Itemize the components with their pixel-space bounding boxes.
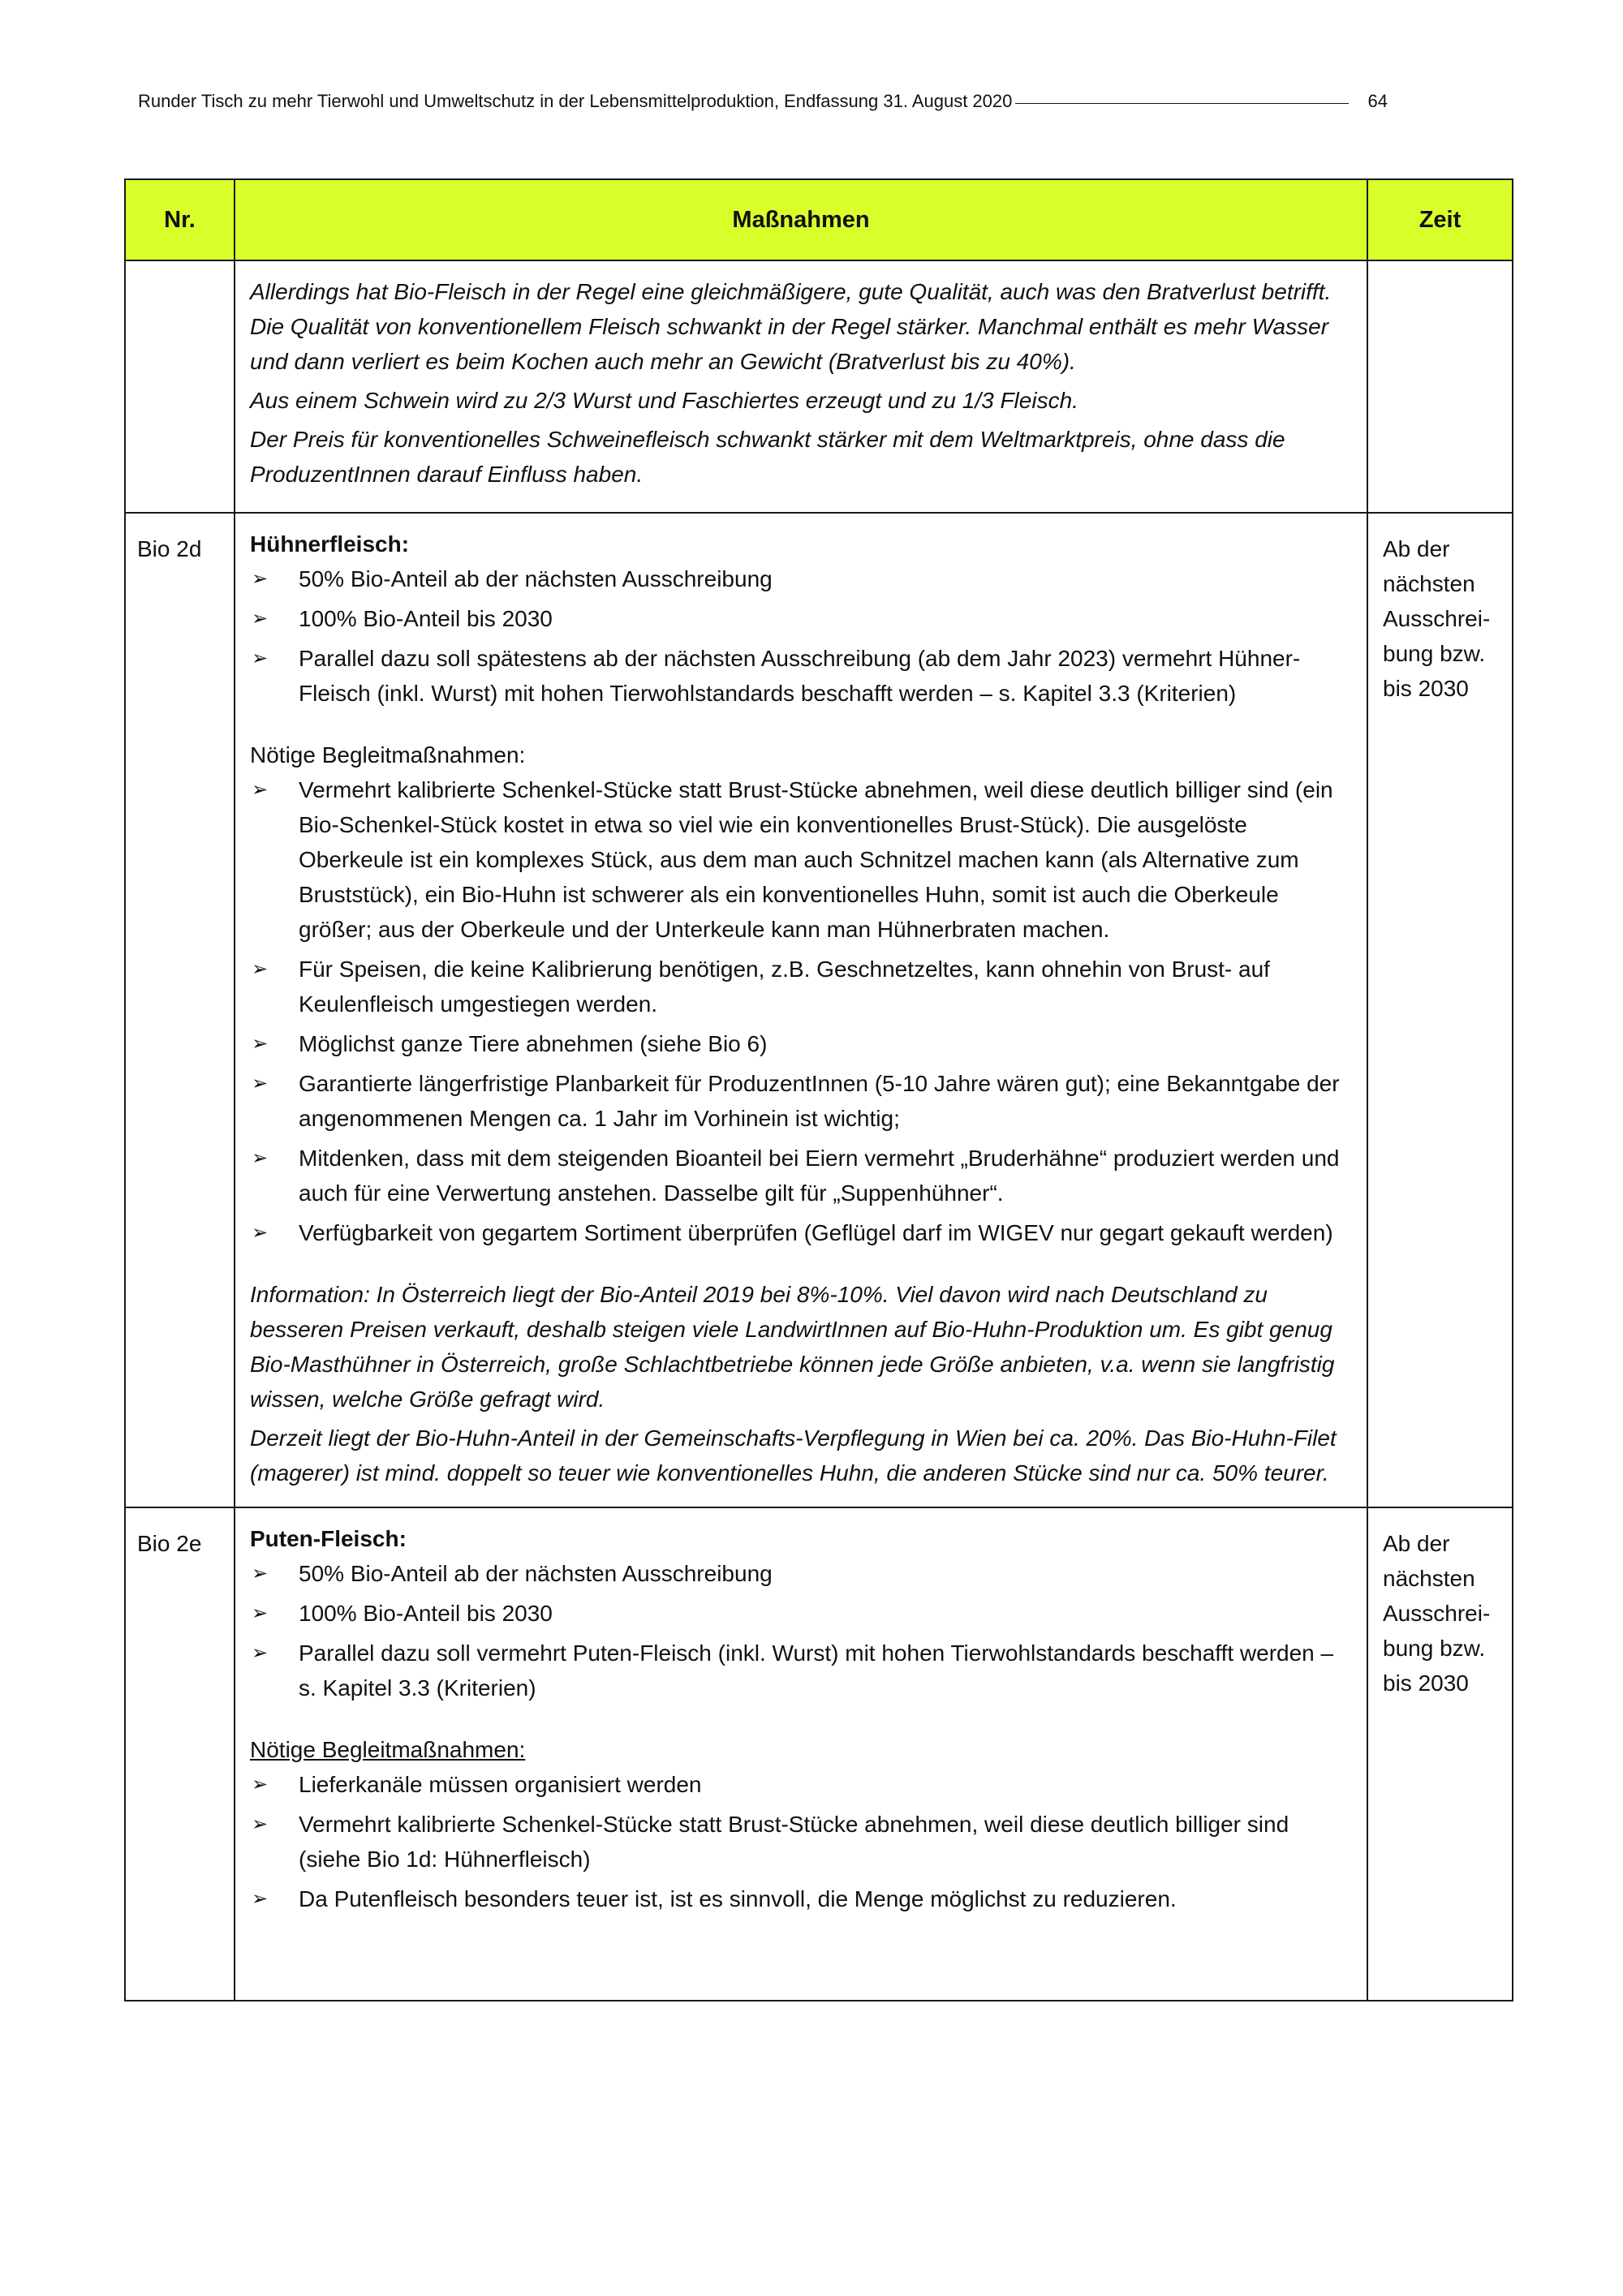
- row-nr: Bio 2e: [125, 1507, 235, 2001]
- arrow-bullet-icon: ➢: [252, 779, 269, 801]
- column-header-massnahmen: Maßnahmen: [235, 179, 1367, 260]
- list-item: ➢ 100% Bio-Anteil bis 2030: [250, 1596, 1352, 1631]
- list-item: ➢ Parallel dazu soll vermehrt Puten-Fleisch (inkl. Wurst) mit hohen Tierwohlstandards beschafft werden – s. Kapitel 3.3 (Kriterien): [250, 1636, 1352, 1705]
- list-item: ➢ Für Speisen, die keine Kalibrierung benötigen, z.B. Geschnetzeltes, kann ohnehin von Brust- auf Keulenfleisch umgestiegen werden.: [250, 952, 1352, 1021]
- arrow-bullet-icon: ➢: [252, 1813, 269, 1835]
- row-zeit: Ab der nächsten Ausschrei- bung bzw. bis 2030: [1367, 1507, 1513, 2001]
- arrow-bullet-icon: ➢: [252, 1073, 269, 1094]
- arrow-bullet-icon: ➢: [252, 1642, 269, 1664]
- bullet-list: [250, 772, 1352, 1250]
- table-row-bio-2e: [125, 1507, 1513, 2001]
- arrow-bullet-icon: ➢: [252, 1222, 269, 1244]
- list-item: ➢ Vermehrt kalibrierte Schenkel-Stücke statt Brust-Stücke abnehmen, weil diese deutlich billiger sind (siehe Bio 1d: Hühnerfleisch): [250, 1807, 1352, 1877]
- arrow-bullet-icon: ➢: [252, 1888, 269, 1910]
- arrow-bullet-icon: ➢: [252, 1147, 269, 1169]
- sub-heading: Nötige Begleitmaßnahmen:: [250, 742, 526, 767]
- document-title: Runder Tisch zu mehr Tierwohl und Umweltschutz in der Lebensmittelproduktion, Endfassung 31. August 2020: [138, 91, 1013, 111]
- row-zeit: [1367, 260, 1513, 513]
- column-header-zeit: Zeit: [1367, 179, 1513, 260]
- list-item: ➢ Da Putenfleisch besonders teuer ist, ist es sinnvoll, die Menge möglichst zu reduzieren.: [250, 1881, 1352, 1916]
- list-item: ➢ 50% Bio-Anteil ab der nächsten Ausschreibung: [250, 1556, 1352, 1591]
- column-header-nr: Nr.: [125, 179, 235, 260]
- info-paragraph: Information: In Österreich liegt der Bio-Anteil 2019 bei 8%-10%. Viel davon wird nach Deutschland zu besseren Preisen verkauft, deshalb steigen viele LandwirtInnen auf Bio-Huhn-Produktion um. Es gibt genug Bio-Masthühner in Österreich, große Schlachtbetriebe können jede Größe anbieten, v.a. wenn sie langfristig wissen, welche Größe gefragt wird.: [250, 1282, 1335, 1412]
- list-item: ➢ Möglichst ganze Tiere abnehmen (siehe Bio 6): [250, 1026, 1352, 1061]
- list-item: ➢ Garantierte längerfristige Planbarkeit für ProduzentInnen (5-10 Jahre wären gut); eine Bekanntgabe der angenommenen Mengen ca. 1 Jahr im Vorhinein ist wichtig;: [250, 1066, 1352, 1136]
- row-massnahmen: [235, 513, 1367, 1507]
- bullet-list: [250, 1767, 1352, 1916]
- section-heading: Hühnerfleisch:: [250, 531, 410, 557]
- table-header-row: [125, 179, 1513, 260]
- arrow-bullet-icon: ➢: [252, 647, 269, 669]
- paragraph: Allerdings hat Bio-Fleisch in der Regel eine gleichmäßigere, gute Qualität, auch was den Bratverlust betrifft. Die Qualität von konventionellem Fleisch schwankt in der Regel stärker. Manchmal enthält es mehr Wasser und dann verliert es beim Kochen auch mehr an Gewicht (Bratverlust bis zu 40%).: [250, 279, 1332, 374]
- info-paragraph: Derzeit liegt der Bio-Huhn-Anteil in der Gemeinschafts-Verpflegung in Wien bei ca. 20%. Das Bio-Huhn-Filet (magerer) ist mind. doppelt so teuer wie konventionelles Huhn, die anderen Stücke sind nur ca. 50% teurer.: [250, 1425, 1337, 1486]
- list-item: ➢ Vermehrt kalibrierte Schenkel-Stücke statt Brust-Stücke abnehmen, weil diese deutlich billiger sind (ein Bio-Schenkel-Stück kostet in etwa so viel wie ein konventionelles Brust-Stück). Die ausgelöste Oberkeule ist ein komplexes Stück, aus dem man auch Schnitzel machen kann (als Alternative zum Bruststück), ein Bio-Huhn ist schwerer als ein konventionelles Huhn, somit ist auch die Oberkeule größer; aus der Oberkeule und der Unterkeule kann man Hühnerbraten machen.: [250, 772, 1352, 947]
- arrow-bullet-icon: ➢: [252, 1774, 269, 1795]
- list-item: ➢ Parallel dazu soll spätestens ab der nächsten Ausschreibung (ab dem Jahr 2023) vermehrt Hühner-Fleisch (inkl. Wurst) mit hohen Tierwohlstandards beschafft werden – s. Kapitel 3.3 (Kriterien): [250, 641, 1352, 711]
- arrow-bullet-icon: ➢: [252, 608, 269, 630]
- arrow-bullet-icon: ➢: [252, 1563, 269, 1584]
- row-zeit: Ab der nächsten Ausschrei- bung bzw. bis 2030: [1367, 513, 1513, 1507]
- row-massnahmen: [235, 1507, 1367, 2001]
- arrow-bullet-icon: ➢: [252, 958, 269, 980]
- header-rule: [1015, 103, 1348, 104]
- list-item: ➢ Mitdenken, dass mit dem steigenden Bioanteil bei Eiern vermehrt „Bruderhähne“ produziert werden und auch für eine Verwertung anstehen. Dasselbe gilt für „Suppenhühner“.: [250, 1141, 1352, 1210]
- paragraph: Aus einem Schwein wird zu 2/3 Wurst und Faschiertes erzeugt und zu 1/3 Fleisch.: [250, 388, 1078, 413]
- row-nr: Bio 2d: [125, 513, 235, 1507]
- row-massnahmen: [235, 260, 1367, 513]
- page-number: 64: [1367, 91, 1388, 111]
- measures-table: [124, 178, 1513, 2001]
- list-item: ➢ 100% Bio-Anteil bis 2030: [250, 601, 1352, 636]
- arrow-bullet-icon: ➢: [252, 1602, 269, 1624]
- arrow-bullet-icon: ➢: [252, 568, 269, 590]
- table-row-continuation: [125, 260, 1513, 513]
- row-nr: [125, 260, 235, 513]
- table-row-bio-2d: [125, 513, 1513, 1507]
- list-item: ➢ Lieferkanäle müssen organisiert werden: [250, 1767, 1352, 1802]
- bullet-list: [250, 561, 1352, 711]
- list-item: ➢ 50% Bio-Anteil ab der nächsten Ausschreibung: [250, 561, 1352, 596]
- bullet-list: [250, 1556, 1352, 1705]
- section-heading: Puten-Fleisch:: [250, 1526, 407, 1551]
- page-header: [138, 91, 1388, 112]
- paragraph: Der Preis für konventionelles Schweinefleisch schwankt stärker mit dem Weltmarktpreis, ohne dass die ProduzentInnen darauf Einfluss haben.: [250, 427, 1285, 487]
- sub-heading: Nötige Begleitmaßnahmen:: [250, 1737, 526, 1762]
- arrow-bullet-icon: ➢: [252, 1033, 269, 1055]
- list-item: ➢ Verfügbarkeit von gegartem Sortiment überprüfen (Geflügel darf im WIGEV nur gegart gekauft werden): [250, 1215, 1352, 1250]
